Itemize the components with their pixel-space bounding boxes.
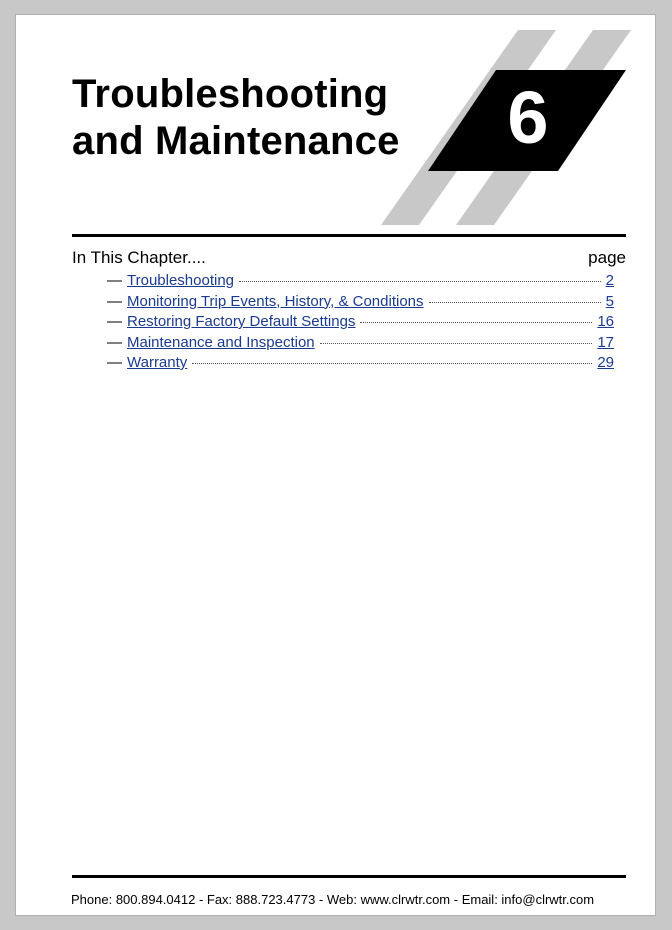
- toc-heading: In This Chapter....: [72, 248, 206, 267]
- toc-leader-dots: [192, 363, 592, 364]
- toc-dash: —: [107, 354, 122, 371]
- toc-entry-troubleshooting: [107, 272, 614, 293]
- toc-leader-dots: [320, 343, 593, 344]
- toc-page-link-monitoring-trip-events[interactable]: 5: [605, 292, 614, 310]
- toc-link-monitoring-trip-events[interactable]: Monitoring Trip Events, History, & Conditions: [127, 292, 424, 310]
- chapter-title-line-1: Troubleshooting: [72, 72, 389, 116]
- document-page: [15, 14, 656, 916]
- toc-link-restoring-defaults[interactable]: Restoring Factory Default Settings: [127, 313, 356, 330]
- toc-page-link-warranty[interactable]: 29: [597, 354, 614, 371]
- toc-list: [107, 272, 614, 375]
- toc-page-link-troubleshooting[interactable]: 2: [605, 272, 614, 289]
- toc-leader-dots: [239, 281, 601, 282]
- toc-dash: —: [107, 272, 122, 289]
- footer-contact: Phone: 800.894.0412 - Fax: 888.723.4773 - Web: www.clrwtr.com - Email: info@clrwtr.com: [71, 892, 595, 907]
- toc-dash: —: [107, 292, 122, 310]
- bottom-divider: [72, 875, 626, 878]
- toc-entry-restoring-defaults: [107, 313, 614, 334]
- top-divider: [72, 234, 626, 237]
- toc-dash: —: [107, 313, 122, 330]
- toc-entry-maintenance-inspection: [107, 334, 614, 355]
- chapter-number: 6: [507, 76, 549, 159]
- chapter-badge-graphic: [376, 30, 656, 230]
- toc-page-label: page: [588, 248, 626, 267]
- toc-header: [72, 248, 626, 268]
- toc-entry-warranty: [107, 354, 614, 375]
- toc-leader-dots: [360, 322, 592, 323]
- toc-link-warranty[interactable]: Warranty: [127, 354, 188, 371]
- toc-link-maintenance-inspection[interactable]: Maintenance and Inspection: [127, 333, 315, 351]
- toc-page-link-restoring-defaults[interactable]: 16: [597, 313, 614, 330]
- toc-entry-monitoring-trip-events: [107, 293, 614, 314]
- toc-page-link-maintenance-inspection[interactable]: 17: [597, 333, 614, 351]
- chapter-title-line-2: and Maintenance: [72, 119, 400, 163]
- toc-link-troubleshooting[interactable]: Troubleshooting: [127, 272, 235, 289]
- toc-leader-dots: [429, 302, 601, 303]
- toc-dash: —: [107, 333, 122, 351]
- chapter-title: [72, 71, 400, 165]
